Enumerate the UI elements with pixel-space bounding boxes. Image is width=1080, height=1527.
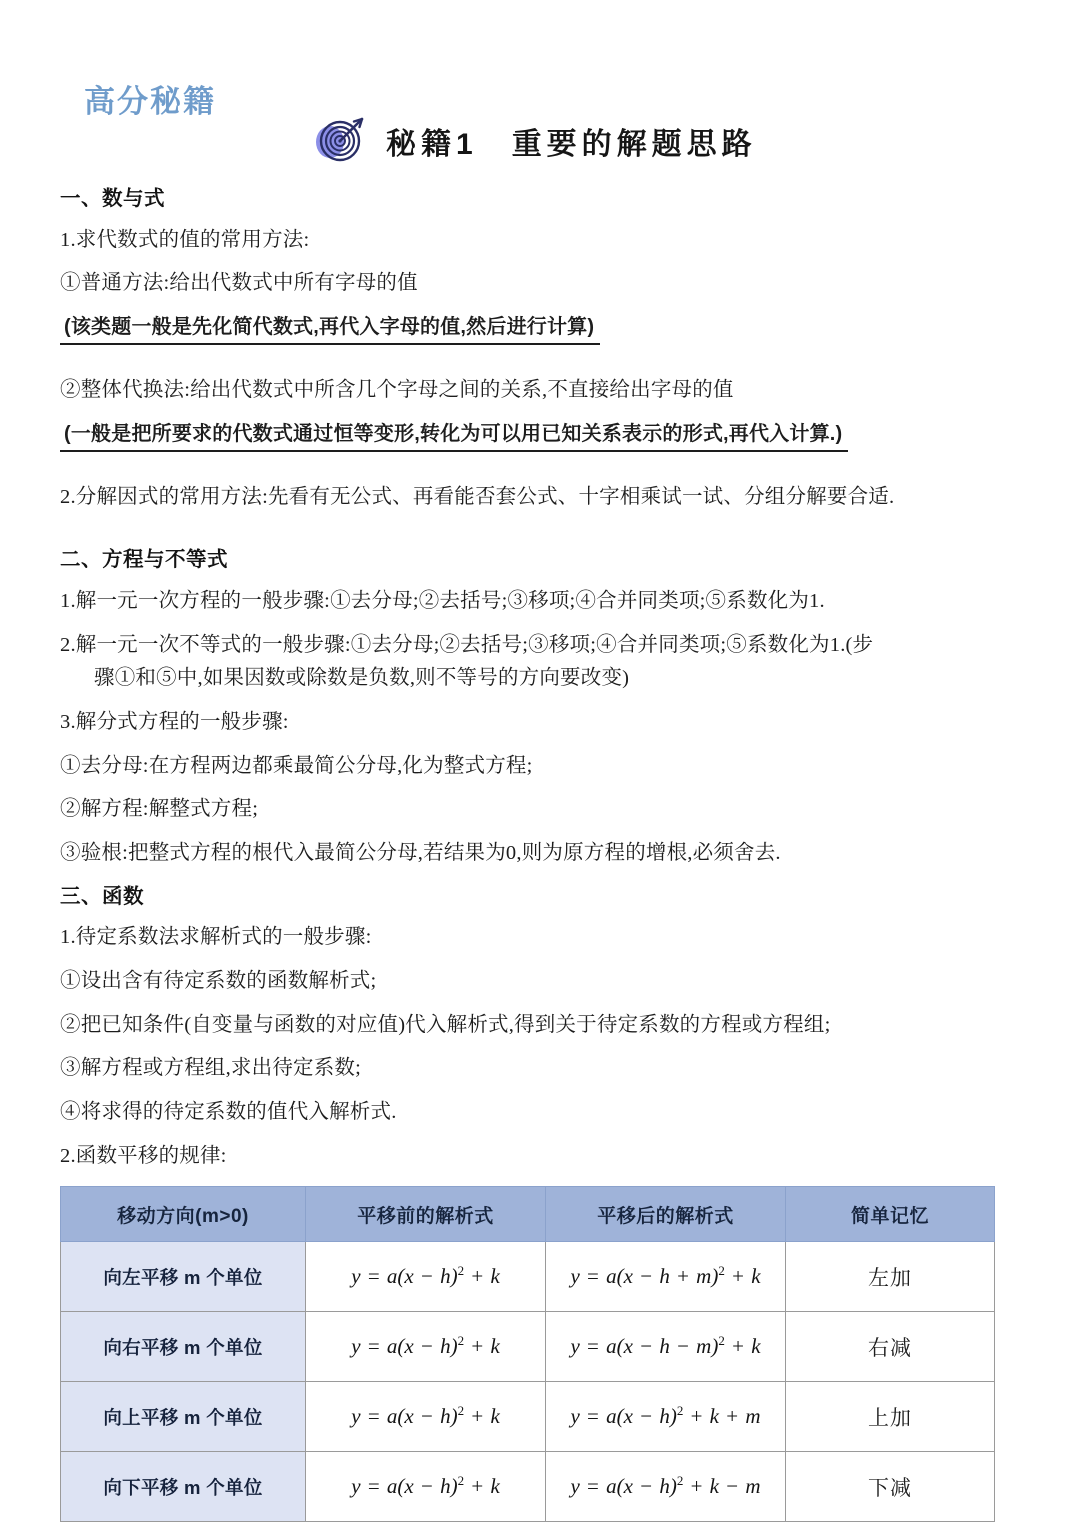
table-cell-formula-before: $y = a(x - h)^2 + k$ [306, 1382, 546, 1452]
body-line: 3.解分式方程的一般步骤: [60, 710, 289, 733]
table-cell-memo: 上加 [786, 1382, 995, 1452]
body-line: ②解方程:解整式方程; [60, 798, 259, 821]
table-header-cell: 平移后的解析式 [546, 1187, 786, 1242]
body-line: 1.解一元一次方程的一般步骤:①去分母;②去括号;③移项;④合并同类项;⑤系数化为1. [60, 589, 825, 612]
emphasis-line: (该类题一般是先化简代数式,再代入字母的值,然后进行计算) [60, 314, 600, 345]
table-cell-direction: 向下平移 m 个单位 [61, 1452, 306, 1522]
body-line-continuation: 骤①和⑤中,如果因数或除数是负数,则不等号的方向要改变) [94, 667, 630, 690]
page-title-text: 重要的解题思路 [511, 128, 757, 161]
body-line: ③验根:把整式方程的根代入最简公分母,若结果为0,则为原方程的增根,必须舍去. [60, 842, 781, 864]
table-cell-formula-before: $y = a(x - h)^2 + k$ [306, 1452, 546, 1522]
section-heading-2: 二、方程与不等式 [60, 548, 228, 572]
body-line: 1.待定系数法求解析式的一般步骤: [60, 926, 372, 949]
body-line: ①设出含有待定系数的函数解析式; [60, 969, 377, 992]
table-cell-formula-after: $y = a(x - h)^2 + k - m$ [546, 1452, 786, 1522]
table-cell-memo: 右减 [786, 1312, 995, 1382]
body-line: 2.解一元一次不等式的一般步骤:①去分母;②去括号;③移项;④合并同类项;⑤系数化为1.(步 [60, 633, 874, 656]
table-cell-direction: 向左平移 m 个单位 [61, 1242, 306, 1312]
page-header [0, 0, 1080, 161]
shift-rules-table-wrap [60, 1186, 994, 1522]
page-title [386, 119, 757, 163]
body-line: ①去分母:在方程两边都乘最简公分母,化为整式方程; [60, 754, 533, 777]
table-row [61, 1242, 995, 1312]
table-header-cell: 平移前的解析式 [306, 1187, 546, 1242]
body-line: ④将求得的待定系数的值代入解析式. [60, 1101, 397, 1123]
table-cell-formula-before: $y = a(x - h)^2 + k$ [306, 1242, 546, 1312]
body-line: ③解方程或方程组,求出待定系数; [60, 1057, 362, 1080]
table-header-cell: 移动方向(m>0) [61, 1187, 306, 1242]
table-cell-memo: 下减 [786, 1452, 995, 1522]
table-row [61, 1312, 995, 1382]
brand-label: 高分秘籍 [84, 84, 216, 119]
shift-rules-table [60, 1186, 995, 1522]
table-cell-formula-after: $y = a(x - h + m)^2 + k$ [546, 1242, 786, 1312]
section-heading-1: 一、数与式 [60, 187, 165, 210]
emphasis-line: (一般是把所要求的代数式通过恒等变形,转化为可以用已知关系表示的形式,再代入计算.) [60, 421, 848, 452]
body-line: 1.求代数式的值的常用方法: [60, 228, 310, 251]
table-cell-formula-before: $y = a(x - h)^2 + k$ [306, 1312, 546, 1382]
table-cell-memo: 左加 [786, 1242, 995, 1312]
document-body [60, 186, 1020, 1522]
section-heading-3: 三、函数 [60, 884, 144, 908]
body-line: ②整体代换法:给出代数式中所含几个字母之间的关系,不直接给出字母的值 [60, 378, 734, 401]
emphasis-line-wrap [60, 314, 1020, 361]
table-row [61, 1452, 995, 1522]
body-line: ①普通方法:给出代数式中所有字母的值 [60, 272, 418, 295]
table-header-row [61, 1187, 995, 1242]
table-cell-formula-after: $y = a(x - h - m)^2 + k$ [546, 1312, 786, 1382]
body-line: 2.函数平移的规律: [60, 1144, 227, 1167]
page-title-index: 秘籍1 [386, 128, 478, 161]
table-cell-direction: 向右平移 m 个单位 [61, 1312, 306, 1382]
emphasis-line-wrap [60, 421, 1020, 468]
table-header-cell: 简单记忆 [786, 1187, 995, 1242]
dartboard-target-icon [310, 112, 372, 170]
body-line: 2.分解因式的常用方法:先看有无公式、再看能否套公式、十字相乘试一试、分组分解要合适. [60, 485, 895, 508]
title-row [310, 112, 757, 170]
table-cell-direction: 向上平移 m 个单位 [61, 1382, 306, 1452]
body-line: ②把已知条件(自变量与函数的对应值)代入解析式,得到关于待定系数的方程或方程组; [60, 1013, 831, 1036]
table-row [61, 1382, 995, 1452]
table-cell-formula-after: $y = a(x - h)^2 + k + m$ [546, 1382, 786, 1452]
